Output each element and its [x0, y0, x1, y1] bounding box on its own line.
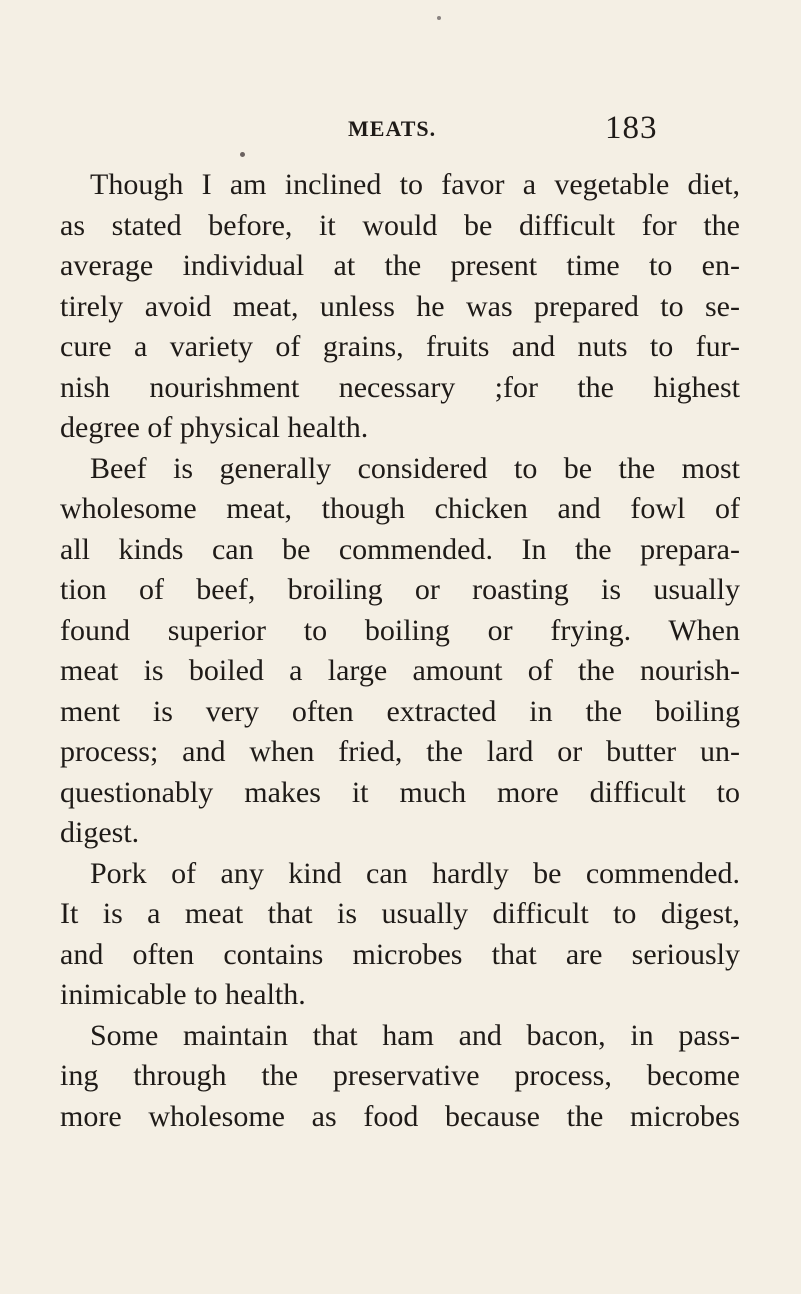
- text-line: Pork of any kind can hardly be commended.: [90, 856, 740, 890]
- paragraph: [60, 165, 740, 449]
- text-line: Beef is generally considered to be the most: [90, 451, 740, 485]
- text-line: inimicable to health.: [60, 978, 306, 1011]
- text-line: tirely avoid meat, unless he was prepared to se-: [60, 289, 740, 323]
- text-line: all kinds can be commended. In the prepara-: [60, 532, 740, 566]
- text-line: average individual at the present time to en-: [60, 249, 740, 282]
- text-line: It is a meat that is usually difficult to digest,: [60, 897, 740, 930]
- text-line: Some maintain that ham and bacon, in pass-: [90, 1018, 740, 1052]
- text-line: meat is boiled a large amount of the nourish-: [60, 654, 740, 687]
- text-line: ing through the preservative process, become: [60, 1059, 740, 1092]
- text-line: degree of physical health.: [60, 411, 369, 444]
- paragraph: [60, 1016, 740, 1138]
- text-line: wholesome meat, though chicken and fowl of: [60, 492, 740, 525]
- text-line: process; and when fried, the lard or butter un-: [60, 735, 740, 768]
- text-line: found superior to boiling or frying. When: [60, 613, 740, 647]
- text-line: tion of beef, broiling or roasting is usually: [60, 573, 740, 606]
- paper-speck: [240, 152, 245, 157]
- paragraph: [60, 854, 740, 1016]
- text-line: ment is very often extracted in the boiling: [60, 694, 740, 728]
- text-line: digest.: [60, 816, 140, 849]
- text-line: more wholesome as food because the microbes: [60, 1099, 740, 1133]
- text-line: cure a variety of grains, fruits and nuts to fur-: [60, 330, 740, 363]
- text-line: questionably makes it much more difficult to: [60, 775, 740, 809]
- text-line: and often contains microbes that are seriously: [60, 937, 740, 971]
- text-line: as stated before, it would be difficult for the: [60, 208, 740, 242]
- text-line: nish nourishment necessary ;for the highest: [60, 370, 740, 404]
- text-line: Though I am inclined to favor a vegetable diet,: [90, 168, 740, 201]
- running-title: MEATS.: [348, 116, 437, 141]
- paragraph: [60, 449, 740, 854]
- body-text: [60, 165, 740, 1137]
- running-head: [0, 108, 801, 168]
- page-number: 183: [605, 110, 658, 146]
- paper-speck: [437, 16, 441, 20]
